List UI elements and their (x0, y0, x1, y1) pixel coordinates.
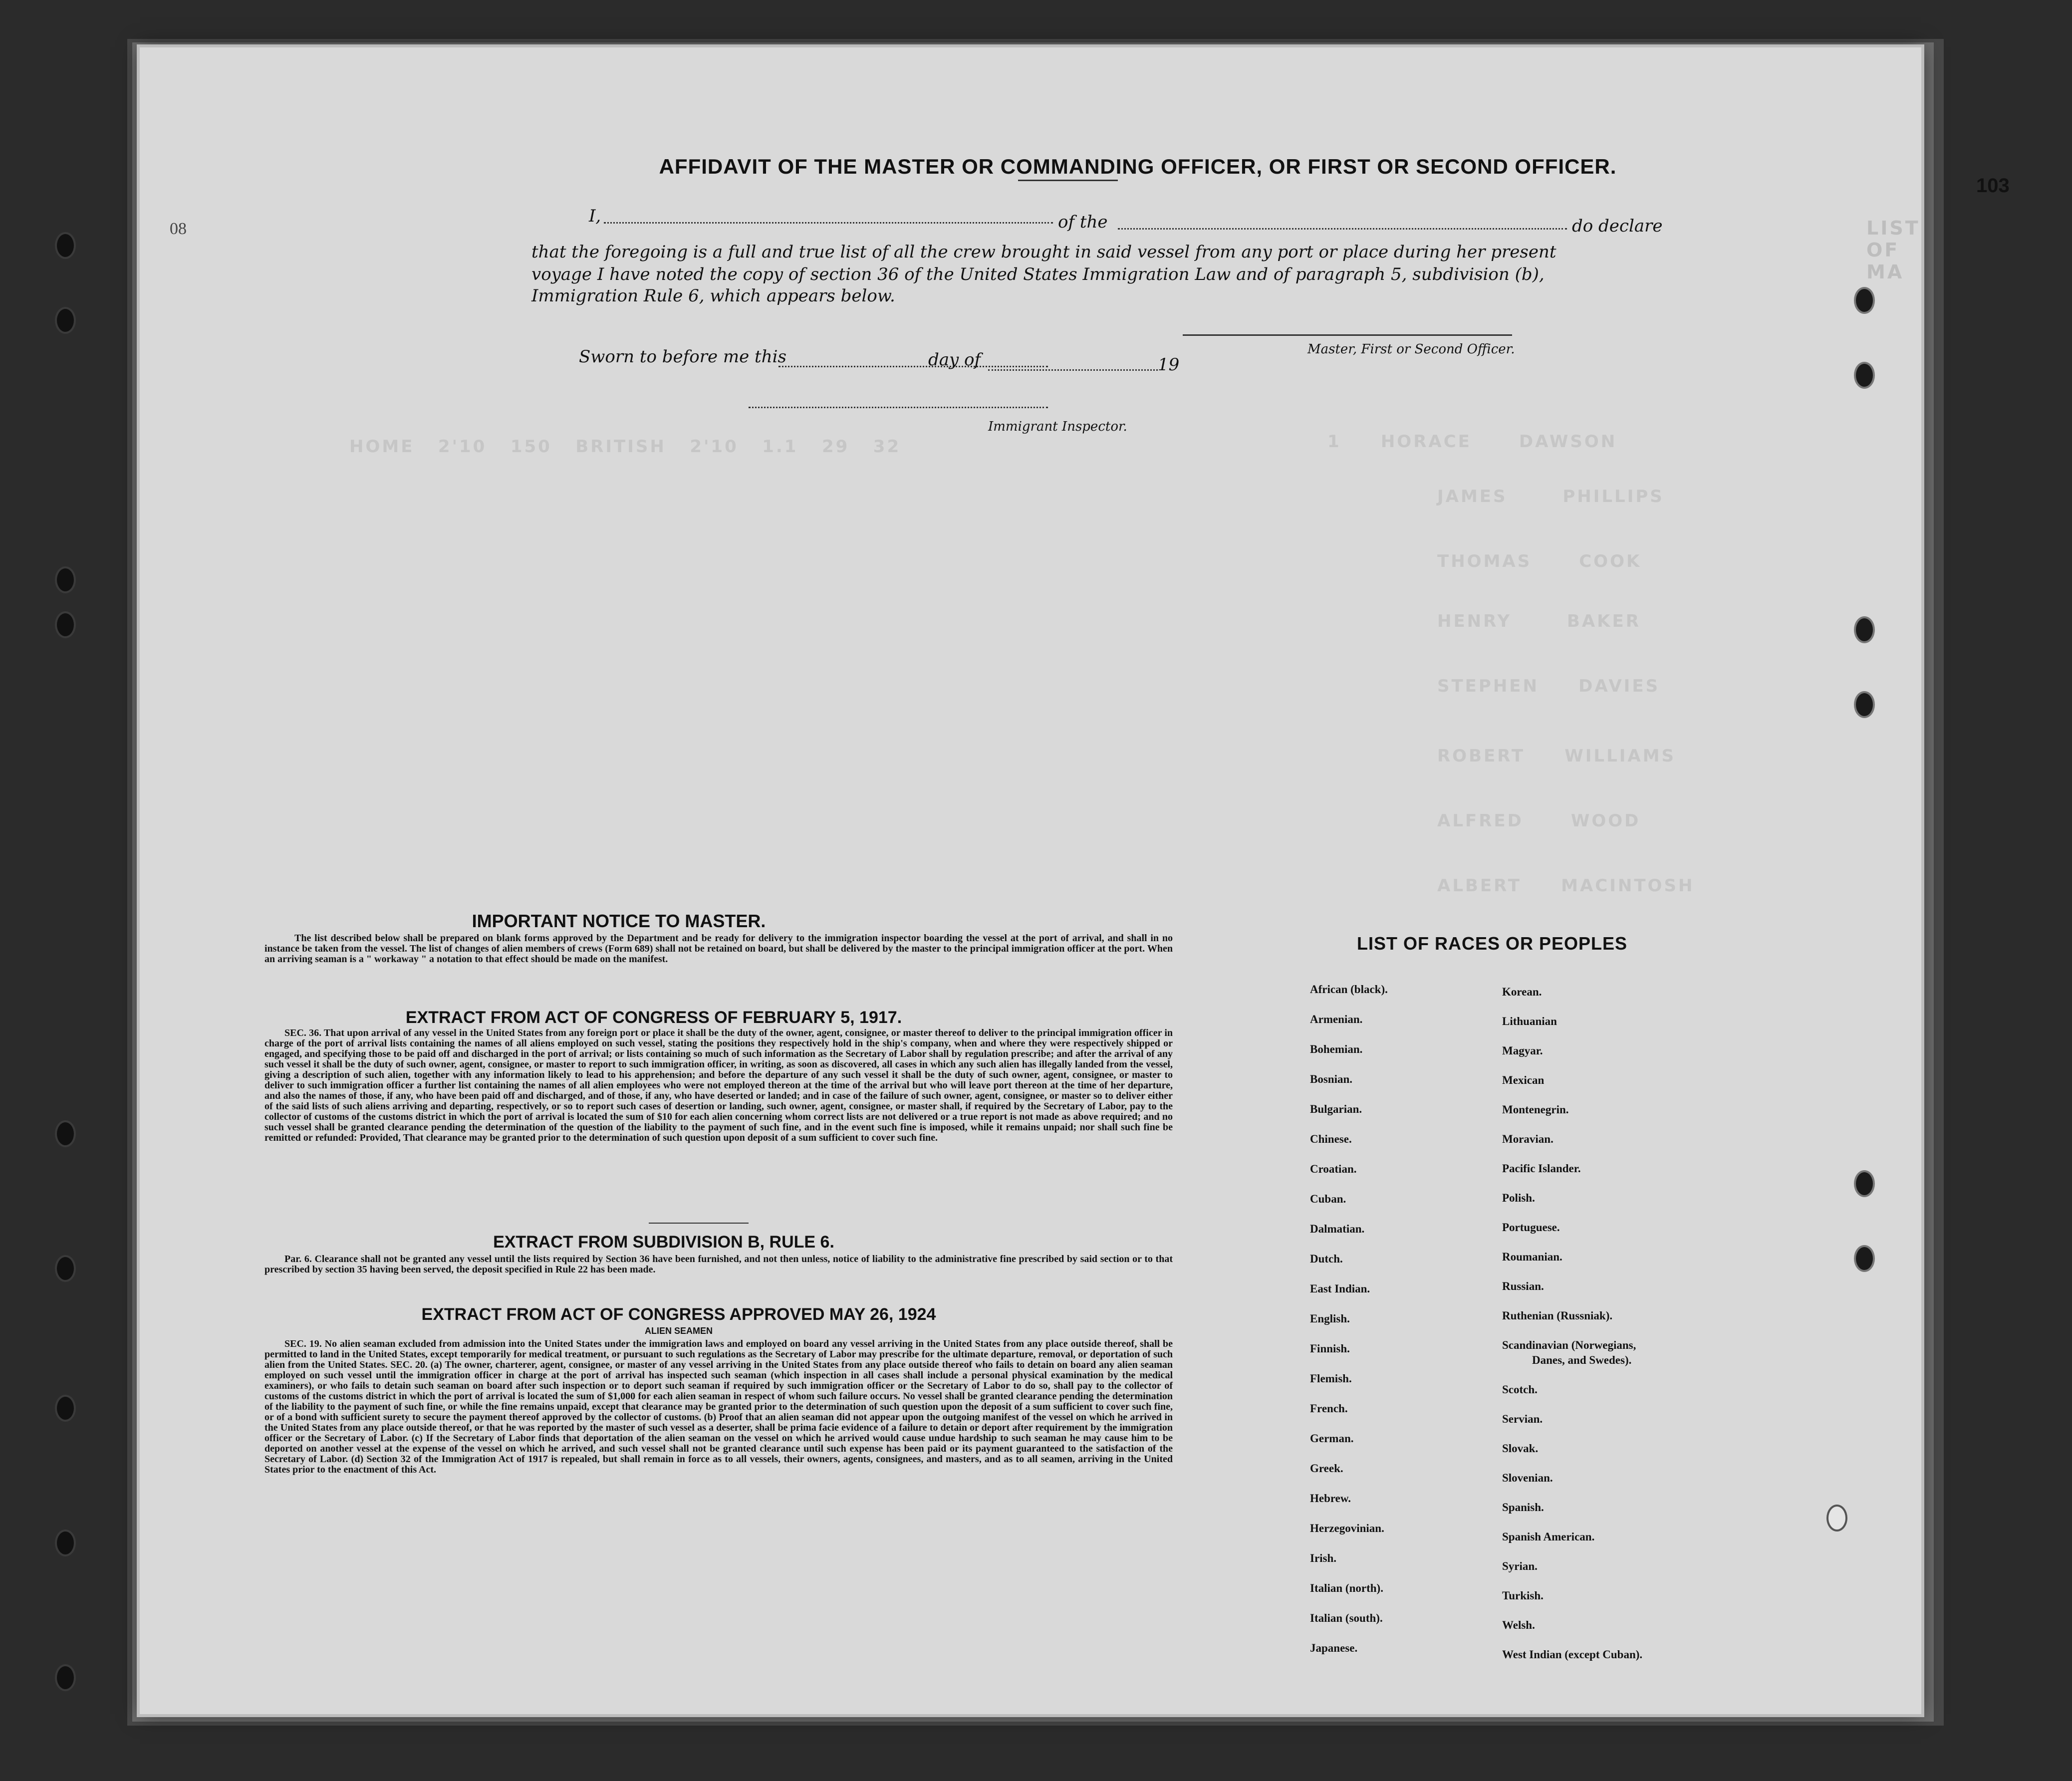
bleed-through-text: JAMES PHILLIPS (1437, 487, 1664, 507)
affidavit-line2: voyage I have noted the copy of section 36 of the United States Immigration Law and of paragraph 5, subdivision (b), (531, 264, 1545, 284)
race-item: Portuguese. (1502, 1221, 1560, 1234)
race-item: Hebrew. (1310, 1492, 1351, 1505)
race-item: Armenian. (1310, 1013, 1363, 1025)
race-item: Spanish. (1502, 1501, 1544, 1514)
bleed-through-text: LIST OF MA (1866, 217, 1920, 283)
affidavit-of-the: of the (1058, 212, 1108, 232)
race-item: African (black). (1310, 983, 1388, 996)
race-item: Italian (north). (1310, 1582, 1383, 1594)
race-item: Moravian. (1502, 1133, 1554, 1145)
extract-1924-subtitle: ALIEN SEAMEN (644, 1326, 713, 1336)
bleed-through-text: ALBERT MACINTOSH (1437, 876, 1695, 896)
race-item: English. (1310, 1312, 1350, 1325)
race-item: Dalmatian. (1310, 1223, 1365, 1235)
vessel-line (1118, 228, 1567, 230)
binder-hole (55, 1664, 76, 1691)
race-item: East Indian. (1310, 1282, 1370, 1295)
binder-hole (55, 611, 76, 638)
race-item: Scotch. (1502, 1383, 1538, 1396)
bleed-through-text: ALFRED WOOD (1437, 811, 1641, 831)
section-divider (649, 1223, 749, 1224)
race-item: Croatian. (1310, 1163, 1357, 1175)
binder-hole (1854, 287, 1875, 314)
binder-hole (55, 1255, 76, 1282)
bleed-through-text: 1 HORACE DAWSON (1327, 432, 1617, 452)
race-item: Italian (south). (1310, 1612, 1383, 1624)
margin-number: 08 (170, 220, 187, 238)
race-item: Bosnian. (1310, 1073, 1353, 1085)
race-item: Lithuanian (1502, 1015, 1557, 1027)
master-signature-label: Master, First or Second Officer. (1307, 342, 1515, 357)
race-item: Herzegovinian. (1310, 1522, 1384, 1534)
races-title: LIST OF RACES OR PEOPLES (1356, 933, 1628, 954)
race-item: Korean. (1502, 986, 1542, 998)
binder-hole (1854, 1170, 1875, 1197)
race-item: Irish. (1310, 1552, 1337, 1564)
race-item: Cuban. (1310, 1193, 1346, 1205)
race-item: Japanese. (1310, 1642, 1358, 1654)
binder-hole (1826, 1505, 1847, 1531)
bleed-through-text: STEPHEN DAVIES (1437, 676, 1660, 696)
day-of-label: day of (928, 350, 981, 370)
sworn-label: Sworn to before me this (579, 347, 786, 367)
race-item: Slovenian. (1502, 1472, 1553, 1484)
extract-1924-title: EXTRACT FROM ACT OF CONGRESS APPROVED MAY 26, 1924 (421, 1305, 936, 1324)
race-item: Ruthenian (Russniak). (1502, 1309, 1613, 1322)
binder-hole (1854, 362, 1875, 389)
rule6-text: Par. 6. Clearance shall not be granted any vessel until the lists required by Section 36 have been furnished, and not then unless, notice of liability to the administrative fine prescribed by said section or to that prescribed by section 35 having been served, the deposit specified in Rule 22 has been made. (264, 1254, 1173, 1275)
race-item: Servian. (1502, 1413, 1543, 1425)
title-underline (1018, 180, 1118, 181)
affidavit-do-declare: do declare (1572, 216, 1663, 236)
race-item: French. (1310, 1402, 1348, 1415)
affidavit-line3: Immigration Rule 6, which appears below. (531, 286, 895, 306)
binder-hole (55, 307, 76, 334)
race-item: Magyar. (1502, 1044, 1543, 1057)
race-item: Finnish. (1310, 1342, 1350, 1355)
page-number: 103 (1976, 175, 2010, 197)
extract-1924-text: SEC. 19. No alien seaman excluded from admission into the United States under the immigration laws and employed on board any vessel arriving in the United States from any place outside thereof, shall be permitted to land in the United States, except temporarily for medical treatment, or pursuant to such regulations as the Secretary of Labor may prescribe for the ultimate departure, removal, or deportation of such alien from the United States. SEC. 20. (a) The owner, charterer, agent, consignee, or master of any vessel arriving in the United States from any place outside thereof who fails to detain on board any alien seaman employed on such vessel until the immigration officer in charge at the port of arrival has inspected such seaman (which inspection in all cases shall include a personal physical examination by the medical examiners), or who fails to detain such seaman on board after such inspection or to deport such seaman if required by such immigration officer or the Secretary of Labor to do so, shall pay to the collector of customs of the customs district in which the port of arrival is located the sum of $1,000 for each alien seaman in respect of whom such failure occurs. No vessel shall be granted clearance pending the determination of the liability to the payment of such fine, or while the fine remains unpaid, except that clearance may be granted prior to the determination of such question upon the deposit of a sum sufficient to cover such fine, or of a bond with sufficient surety to secure the payment thereof approved by the collector of customs. (b) Proof that an alien seaman did not appear upon the outgoing manifest of the vessel on which he arrived in the United States from any place outside thereof, or that he was reported by the master of such vessel as a deserter, shall be prima facie evidence of a failure to detain or deport after requirement by the immigration officer or the Secretary of Labor. (c) If the Secretary of Labor finds that deportation of the alien seaman on the vessel on which he arrived would cause undue hardship to such seaman he may cause him to be deported on another vessel at the expense of the vessel on which he arrived, and such vessel shall not be granted clearance until such expense has been paid or its payment guaranteed to the satisfaction of the Secretary of Labor. (d) Section 32 of the Immigration Act of 1917 is repealed, but shall remain in force as to all vessels, their owners, agents, consignees, and masters, and as to all seamen, arriving in the United States prior to the enactment of this Act. (264, 1338, 1173, 1475)
race-item: Syrian. (1502, 1560, 1538, 1572)
rule6-title: EXTRACT FROM SUBDIVISION B, RULE 6. (493, 1233, 834, 1252)
binder-hole (55, 1529, 76, 1556)
race-item: Turkish. (1502, 1589, 1544, 1602)
year-label: 19 (1158, 355, 1180, 375)
binder-hole (55, 566, 76, 593)
race-item: Bohemian. (1310, 1043, 1363, 1055)
race-item: Scandinavian (Norwegians, (1502, 1339, 1636, 1351)
extract-1917-title: EXTRACT FROM ACT OF CONGRESS OF FEBRUARY 5, 1917. (405, 1008, 902, 1027)
extract-1917-text: SEC. 36. That upon arrival of any vessel in the United States from any foreign port or place it shall be the duty of the owner, agent, consignee, or master thereof to deliver to the principal immigration officer in charge of the port of arrival lists containing the names of all aliens employed on such vessel, stating the positions they respectively hold in the ship's company, when and where they were respectively shipped or engaged, and specifying those to be paid off and discharged in the port of arrival; or lists containing so much of such information as the Secretary of Labor shall by regulation prescribe; and after the arrival of any such vessel it shall be the duty of such owner, agent, consignee, or master to report to such immigration officer, in writing, as soon as discovered, all cases in which any such alien has illegally landed from the vessel, giving a description of such alien, together with any information likely to lead to his apprehension; and before the departure of any such vessel it shall be the duty of such owner, agent, consignee, or master to deliver to such immigration officer a further list containing the names of all alien employees who were not employed thereon at the time of the arrival but who will leave port thereon at the time of her departure, and also the names of those, if any, who have been paid off and discharged, and of those, if any, who have deserted or landed; and in case of the failure of such owner, agent, consignee, or master so to deliver either of the said lists of such aliens arriving and departing, respectively, or so to report such cases of desertion or landing, such owner, agent, consignee, or master shall, if required by the Secretary of Labor, pay to the collector of customs of the customs district in which the port of arrival is located the sum of $10 for each alien concerning whom correct lists are not delivered or a true report is not made as above required; and no such vessel shall be granted clearance pending the determination of the question of the liability to the payment of such fine, and in the event such fine is imposed, while it remains unpaid; nor shall such fine be remitted or refunded: Provided, That clearance may be granted prior to the determination of such question upon deposit of a sum sufficient to cover such fine. (264, 1027, 1173, 1143)
binder-hole (1854, 616, 1875, 643)
race-item: Russian. (1502, 1280, 1544, 1292)
affidavit-i-label: I, (589, 206, 601, 226)
bleed-through-text: HENRY BAKER (1437, 611, 1641, 631)
bleed-through-text: THOMAS COOK (1437, 551, 1642, 571)
bleed-through-text: ROBERT WILLIAMS (1437, 746, 1676, 766)
race-item: Pacific Islander. (1502, 1162, 1581, 1175)
binder-hole (55, 1120, 76, 1147)
race-item: Bulgarian. (1310, 1103, 1362, 1115)
race-item: West Indian (except Cuban). (1502, 1648, 1643, 1661)
race-item: Polish. (1502, 1192, 1535, 1204)
signature-line (1183, 334, 1512, 336)
binder-hole (1854, 691, 1875, 718)
affidavit-title: AFFIDAVIT OF THE MASTER OR COMMANDING OFFICER, OR FIRST OR SECOND OFFICER. (659, 155, 1617, 178)
race-item: Chinese. (1310, 1133, 1352, 1145)
sworn-day-line (778, 366, 1048, 367)
notice-text: The list described below shall be prepared on blank forms approved by the Department and be ready for delivery to the immigration inspector boarding the vessel at the port of arrival, and shall in no instance be taken from the vessel. The list of changes of alien members of crews (Form 689) shall not be retained on board, but shall be delivered by the master to the principal immigration officer at the port. When an arriving seaman is a " workaway " a notation to that effect should be made on the manifest. (264, 933, 1173, 965)
bleed-through-text: HOME 2'10 150 BRITISH 2'10 1.1 29 32 (349, 437, 901, 457)
race-item: Welsh. (1502, 1619, 1535, 1631)
inspector-label: Immigrant Inspector. (988, 419, 1127, 434)
affidavit-line1: that the foregoing is a full and true list of all the crew brought in said vessel from any port or place during her present (531, 242, 1556, 262)
race-item: Montenegrin. (1502, 1103, 1569, 1116)
notice-title: IMPORTANT NOTICE TO MASTER. (472, 911, 766, 931)
race-item: German. (1310, 1432, 1354, 1445)
binder-hole (55, 232, 76, 259)
race-item: Roumanian. (1502, 1251, 1562, 1263)
race-item: Slovak. (1502, 1442, 1539, 1455)
binder-hole (1854, 1245, 1875, 1272)
race-item: Dutch. (1310, 1253, 1343, 1265)
inspector-line (749, 407, 1048, 408)
race-item: Greek. (1310, 1462, 1343, 1475)
name-line (604, 222, 1053, 224)
race-item: Mexican (1502, 1074, 1545, 1086)
race-item: Flemish. (1310, 1372, 1352, 1385)
binder-hole (55, 1395, 76, 1422)
race-item: Spanish American. (1502, 1530, 1595, 1543)
race-item: Danes, and Swedes). (1532, 1354, 1632, 1366)
month-line (988, 369, 1158, 371)
document-page (140, 47, 2010, 1714)
